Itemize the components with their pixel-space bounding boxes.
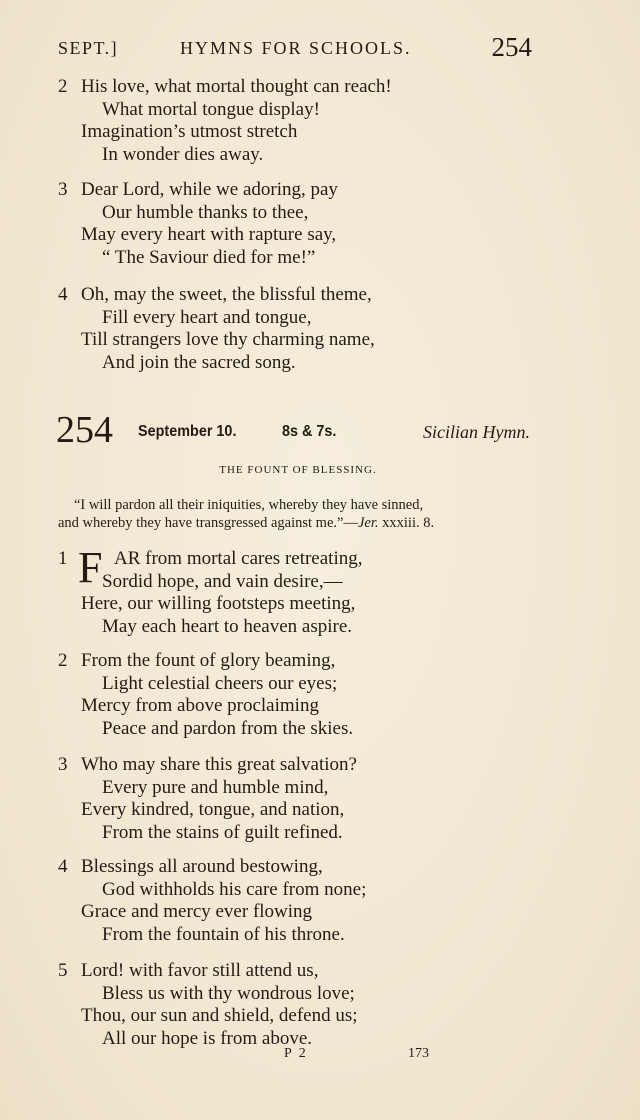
verse-line: Fill every heart and tongue, [102,306,312,328]
stanza-prev-4 [58,284,558,374]
stanza-number: 5 [58,960,68,981]
verse-line: His love, what mortal thought can reach! [81,76,392,97]
running-head-month: SEPT.] [58,38,119,58]
stanza-number: 4 [58,284,68,305]
verse-line: May each heart to heaven aspire. [102,615,353,637]
stanza-1 [58,543,558,638]
epigraph-reference-book: Jer. [357,515,379,531]
stanza-number: 3 [58,179,68,200]
page-folio: 173 [408,1046,429,1061]
verse-line: From the fountain of his throne. [102,923,345,945]
epigraph-reference-verse: xxxiii. 8. [378,515,435,531]
verse-line: Thou, our sun and shield, defend us; [81,1005,358,1026]
stanza-number: 3 [58,754,68,775]
verse-line: God withholds his care from none; [102,878,367,900]
verse-line: What mortal tongue display! [102,98,320,120]
verse-line: From the fount of glory beaming, [81,650,336,671]
printer-signature-mark: P 2 [284,1046,308,1061]
verse-line: All our hope is from above. [102,1027,313,1049]
epigraph-line-1: “I will pardon all their iniquities, whereby they have sinned, [74,497,424,513]
epigraph-line-2 [58,514,542,532]
verse-line: And join the sacred song. [102,351,296,373]
running-head [58,34,534,66]
verse-line: AR from mortal cares retreating, [114,548,363,569]
verse-line: Peace and pardon from the skies. [102,717,354,739]
verse-line: Bless us with thy wondrous love; [102,982,355,1004]
verse-line: “ The Saviour died for me!” [102,246,316,268]
epigraph-text: and whereby they have transgressed against me.”— [58,515,358,531]
hymn-meter: 8s & 7s. [282,423,337,440]
drop-cap-letter: F [78,543,103,592]
verse-line: In wonder dies away. [102,143,264,165]
stanza-number: 1 [58,548,68,569]
stanza-number: 4 [58,856,68,877]
verse-line: Oh, may the sweet, the blissful theme, [81,284,372,305]
verse-line: May every heart with rapture say, [81,224,337,245]
verse-line: Blessings all around bestowing, [81,856,323,877]
stanza-number: 2 [58,650,68,671]
verse-line: Every pure and humble mind, [102,776,329,798]
stanza-prev-2 [58,76,558,166]
verse-line: From the stains of guilt refined. [102,821,343,843]
verse-line: Our humble thanks to thee, [102,201,309,223]
hymn-header [56,410,536,450]
verse-line: Lord! with favor still attend us, [81,960,319,981]
verse-line: Dear Lord, while we adoring, pay [81,179,338,200]
scripture-epigraph [58,496,542,532]
verse-line: Grace and mercy ever flowing [81,901,313,922]
hymn-title: THE FOUNT OF BLESSING. [219,464,377,476]
running-head-hymn-number: 254 [491,32,532,62]
stanza-2 [58,650,558,740]
stanza-5 [58,960,558,1050]
verse-line: Every kindred, tongue, and nation, [81,799,345,820]
stanza-3 [58,754,558,844]
verse-line: Imagination’s utmost stretch [81,121,298,142]
hymn-date: September 10. [138,423,237,440]
verse-line: Here, our willing footsteps meeting, [81,593,356,614]
page-footer [0,1046,640,1068]
verse-line: Sordid hope, and vain desire,— [102,570,343,592]
stanza-prev-3 [58,179,558,269]
hymn-number: 254 [56,409,113,451]
verse-line: Mercy from above proclaiming [81,695,319,716]
verse-line: Till strangers love thy charming name, [81,329,375,350]
verse-line: Light celestial cheers our eyes; [102,672,338,694]
stanza-4 [58,856,558,946]
hymn-tune: Sicilian Hymn. [423,422,530,442]
stanza-number: 2 [58,76,68,97]
verse-line: Who may share this great salvation? [81,754,357,775]
running-head-title: HYMNS FOR SCHOOLS. [180,38,412,58]
